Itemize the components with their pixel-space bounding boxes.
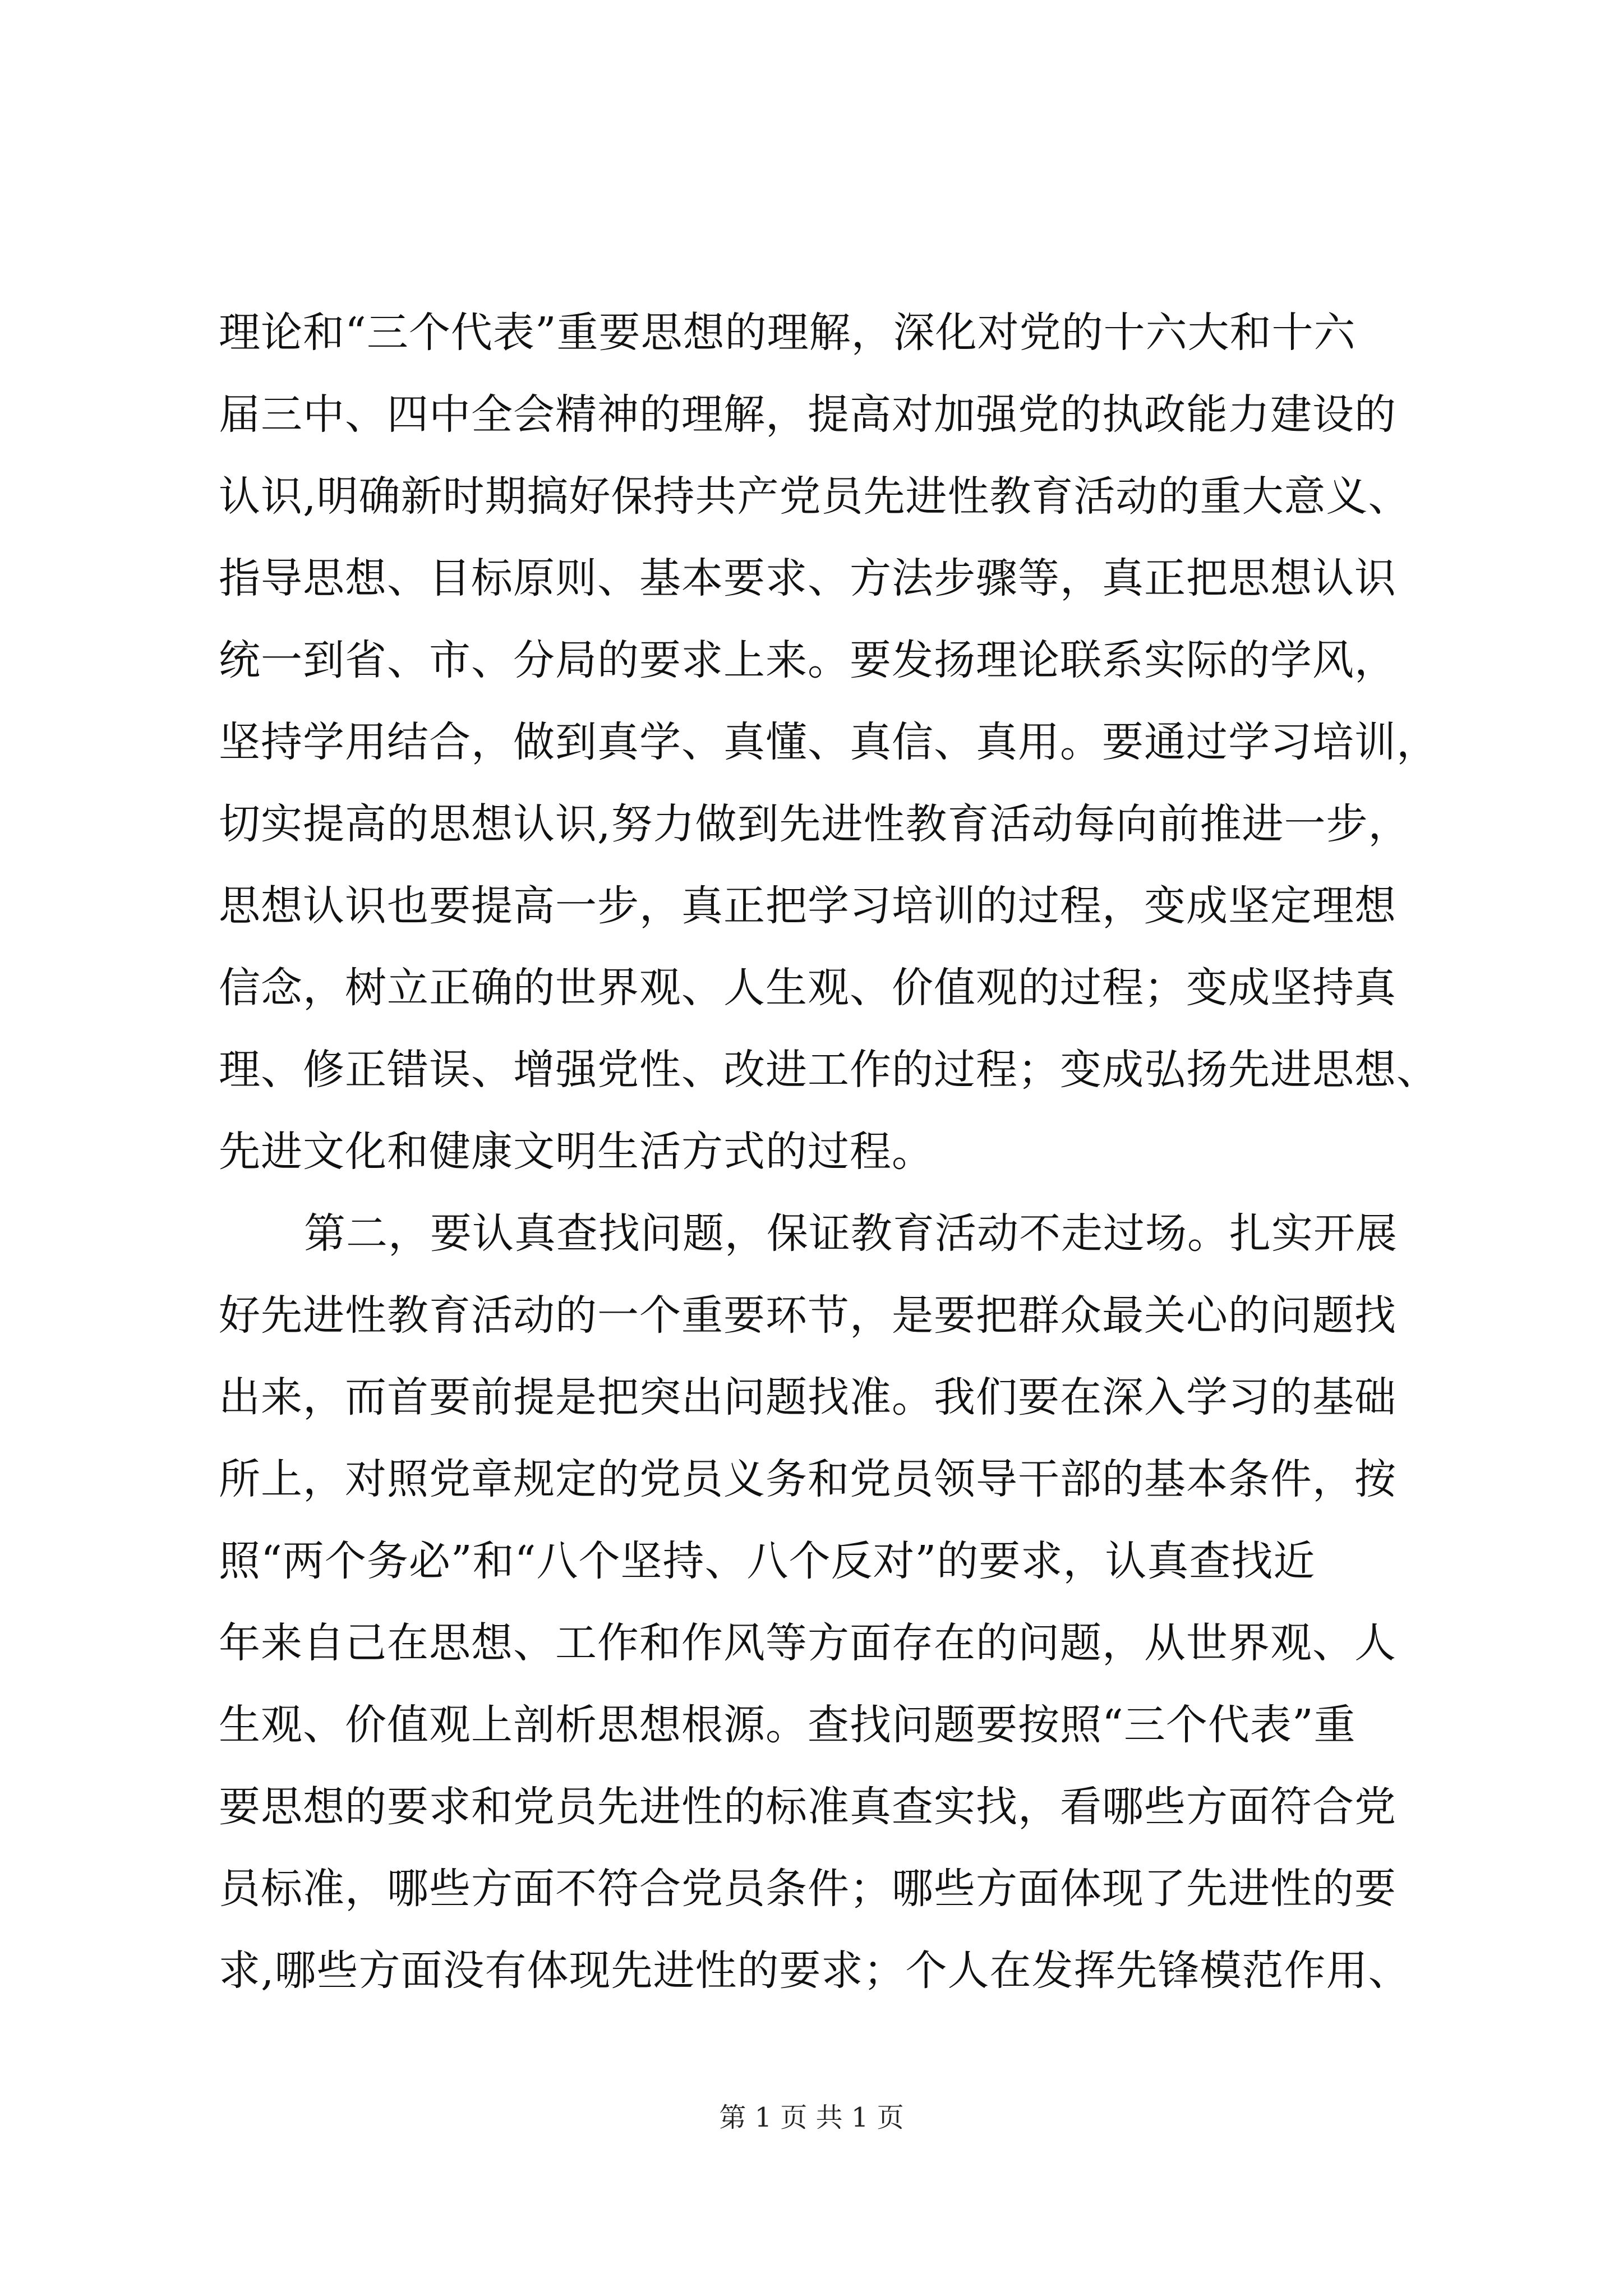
paragraph-1 bbox=[219, 292, 1475, 1193]
paragraph-2 bbox=[219, 1193, 1475, 2012]
text-line: 思想认识也要提高一步，真正把学习培训的过程，变成坚定理想 bbox=[219, 882, 1396, 930]
text-line: 年来自己在思想、工作和作风等方面存在的问题，从世界观、人 bbox=[219, 1619, 1396, 1667]
text-line: 信念，树立正确的世界观、人生观、价值观的过程；变成坚持真 bbox=[219, 964, 1396, 1012]
text-line: 员标准，哪些方面不符合党员条件；哪些方面体现了先进性的要 bbox=[219, 1865, 1396, 1913]
text-line: 所上，对照党章规定的党员义务和党员领导干部的基本条件，按 bbox=[219, 1455, 1396, 1503]
text-line: 理论和“三个代表”重要思想的理解，深化对党的十六大和十六 bbox=[219, 309, 1356, 357]
text-line: 照“两个务必”和“八个坚持、八个反对”的要求，认真查找近 bbox=[219, 1537, 1316, 1585]
text-line: 坚持学用结合，做到真学、真懂、真信、真用。要通过学习培训， bbox=[219, 718, 1438, 766]
document-body bbox=[219, 292, 1475, 2012]
text-line: 生观、价值观上剖析思想根源。查找问题要按照“三个代表”重 bbox=[219, 1701, 1356, 1749]
text-line: 第二，要认真查找问题，保证教育活动不走过场。扎实开展 bbox=[304, 1209, 1398, 1258]
text-line: 切实提高的思想认识,努力做到先进性教育活动每向前推进一步， bbox=[219, 800, 1410, 848]
page-number-label: 第 1 页 共 1 页 bbox=[719, 2102, 904, 2133]
text-line: 届三中、四中全会精神的理解，提高对加强党的执政能力建设的 bbox=[219, 390, 1396, 439]
page-footer bbox=[0, 2101, 1623, 2134]
text-line: 理、修正错误、增强党性、改进工作的过程；变成弘扬先进思想、 bbox=[219, 1046, 1438, 1094]
text-line: 出来，而首要前提是把突出问题找准。我们要在深入学习的基础 bbox=[219, 1373, 1396, 1421]
text-line: 认识,明确新时期搞好保持共产党员先进性教育活动的重大意义、 bbox=[219, 472, 1410, 521]
text-line: 好先进性教育活动的一个重要环节，是要把群众最关心的问题找 bbox=[219, 1291, 1396, 1340]
text-line: 指导思想、目标原则、基本要求、方法步骤等，真正把思想认识 bbox=[219, 554, 1396, 602]
text-line: 统一到省、市、分局的要求上来。要发扬理论联系实际的学风， bbox=[219, 636, 1396, 684]
text-line: 求,哪些方面没有体现先进性的要求；个人在发挥先锋模范作用、 bbox=[219, 1947, 1410, 1995]
text-line: 要思想的要求和党员先进性的标准真查实找，看哪些方面符合党 bbox=[219, 1783, 1396, 1831]
text-line: 先进文化和健康文明生活方式的过程。 bbox=[219, 1128, 934, 1176]
